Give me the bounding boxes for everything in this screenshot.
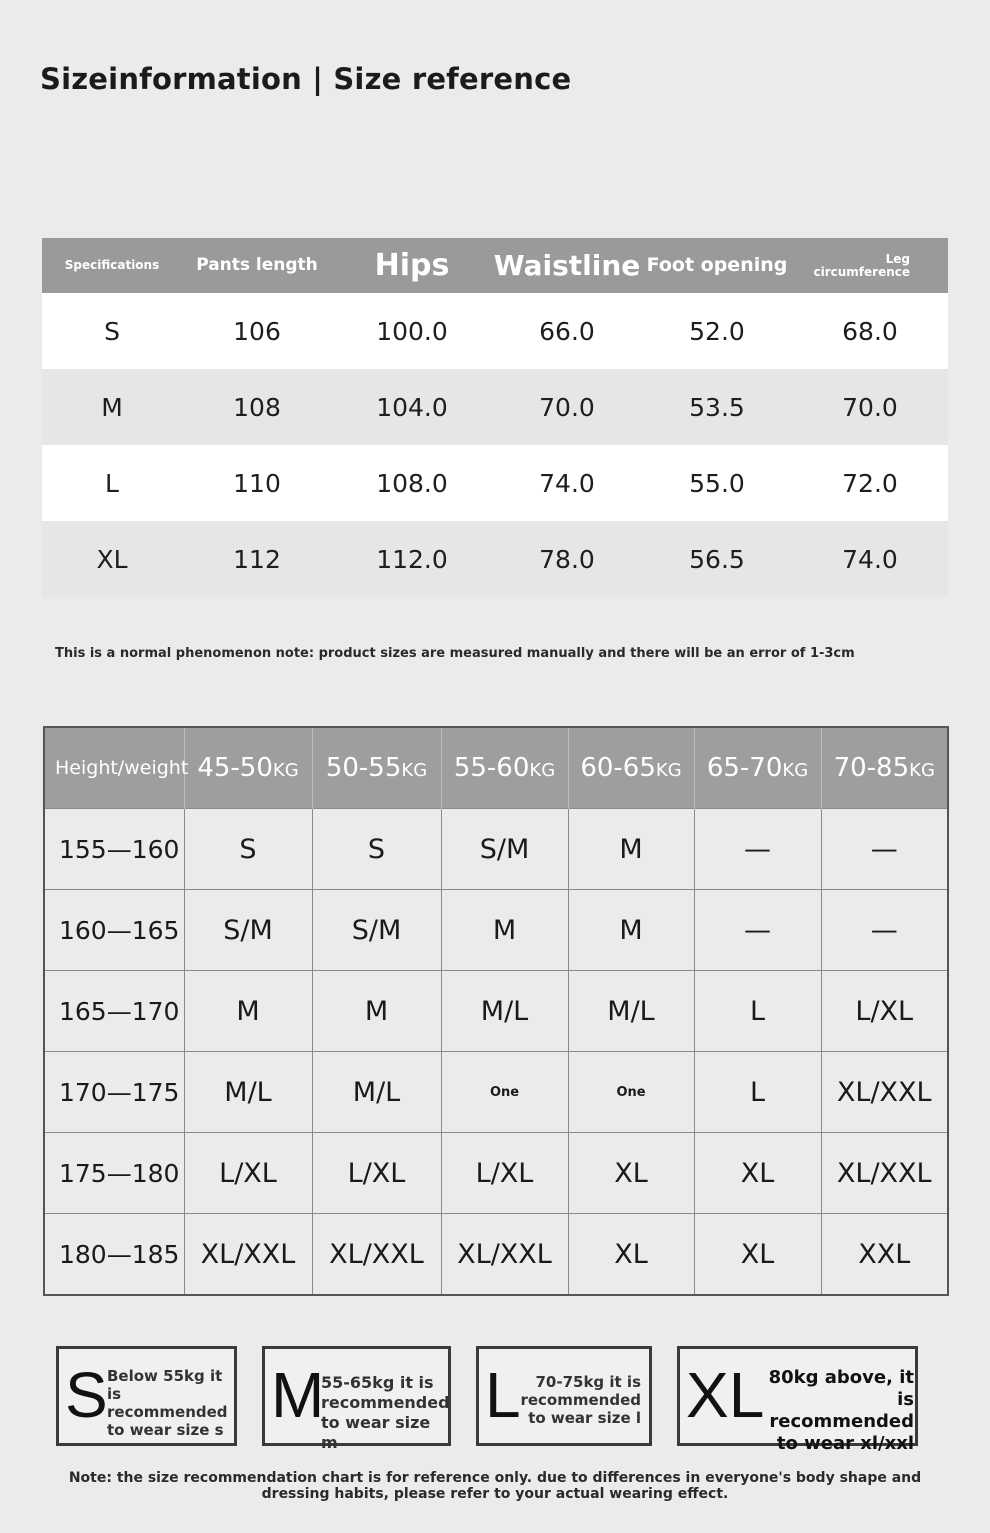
box-line: to wear size s: [107, 1421, 224, 1439]
box-line: is: [107, 1385, 122, 1403]
box-line: recommended: [769, 1411, 914, 1432]
hips-cell: 100.0: [332, 293, 492, 369]
weight-range: 45-50: [197, 753, 273, 783]
header-hips: Hips: [332, 238, 492, 293]
recommended-size-cell: S/M: [312, 890, 441, 971]
header-weight-range: [441, 727, 568, 809]
recommendation-header: [44, 727, 948, 809]
header-weight-range: [821, 727, 948, 809]
weight-range: 60-65: [580, 753, 656, 783]
size-letter: XL: [686, 1359, 765, 1431]
size-cell: L: [42, 445, 182, 521]
foot-opening-cell: 55.0: [642, 445, 792, 521]
height-range-cell: 160—165: [44, 890, 184, 971]
leg-circumference-cell: 74.0: [792, 521, 948, 597]
weight-range: 55-60: [453, 753, 530, 783]
size-box-text: [519, 1373, 641, 1427]
height-range-cell: 175—180: [44, 1133, 184, 1214]
table-row: [42, 369, 948, 445]
box-line: Below 55kg it: [107, 1367, 223, 1385]
foot-opening-cell: 56.5: [642, 521, 792, 597]
recommended-size-cell: —: [694, 809, 821, 890]
size-box-text: [746, 1367, 914, 1455]
recommended-size-cell: One: [441, 1052, 568, 1133]
box-line: to wear size m: [321, 1413, 431, 1452]
recommended-size-cell: M: [312, 971, 441, 1052]
hips-cell: 108.0: [332, 445, 492, 521]
box-line: recommended: [520, 1391, 641, 1409]
recommended-size-cell: XL/XXL: [441, 1214, 568, 1296]
waistline-cell: 78.0: [492, 521, 642, 597]
foot-opening-cell: 52.0: [642, 293, 792, 369]
table-row: [44, 1133, 948, 1214]
leg-circumference-cell: 72.0: [792, 445, 948, 521]
table-row: [44, 1214, 948, 1296]
reference-note: [40, 1470, 950, 1502]
header-height-weight: Height/weight: [44, 727, 184, 809]
recommended-size-cell: S/M: [184, 890, 312, 971]
recommended-size-cell: L/XL: [821, 971, 948, 1052]
recommended-size-cell: XL/XXL: [821, 1133, 948, 1214]
size-table-header: [42, 238, 948, 293]
recommended-size-cell: M: [184, 971, 312, 1052]
page-title: Sizeinformation | Size reference: [40, 62, 572, 96]
size-box-text: [321, 1373, 450, 1453]
recommended-size-cell: XL: [694, 1133, 821, 1214]
weight-range: 50-55: [325, 753, 402, 783]
size-box-l: [476, 1346, 652, 1446]
waistline-cell: 74.0: [492, 445, 642, 521]
weight-unit: KG: [401, 760, 428, 781]
table-row: [42, 521, 948, 597]
header-pants-length: Pants length: [182, 238, 332, 293]
weight-unit: KG: [782, 760, 809, 781]
box-line: recommended: [107, 1403, 228, 1421]
table-row: [42, 293, 948, 369]
height-range-cell: 155—160: [44, 809, 184, 890]
weight-unit: KG: [655, 760, 682, 781]
weight-unit: KG: [529, 760, 556, 781]
recommended-size-cell: L/XL: [184, 1133, 312, 1214]
recommended-size-cell: S/M: [441, 809, 568, 890]
recommended-size-cell: XL/XXL: [312, 1214, 441, 1296]
measurement-note: This is a normal phenomenon note: product sizes are measured manually and there will be an error of 1-3cm: [55, 646, 855, 661]
box-line: to wear xl/xxl: [776, 1433, 914, 1454]
recommended-size-cell: L/XL: [312, 1133, 441, 1214]
recommended-size-cell: XL: [568, 1133, 694, 1214]
recommended-size-cell: XL/XXL: [821, 1052, 948, 1133]
size-letter: S: [65, 1359, 108, 1431]
box-line: to wear size l: [528, 1409, 641, 1427]
height-range-cell: 165—170: [44, 971, 184, 1052]
leg-circumference-cell: 68.0: [792, 293, 948, 369]
table-row: [44, 890, 948, 971]
size-box-m: [262, 1346, 451, 1452]
size-cell: S: [42, 293, 182, 369]
weight-range: 65-70: [706, 753, 783, 783]
header-leg-line1: Leg: [885, 251, 910, 266]
weight-range: 70-85: [833, 753, 910, 783]
recommended-size-cell: M: [441, 890, 568, 971]
header-foot-opening: Foot opening: [642, 238, 792, 293]
size-box-text: [107, 1367, 228, 1439]
table-row: [44, 809, 948, 890]
size-box-xl: [677, 1346, 918, 1454]
recommended-size-cell: L/XL: [441, 1133, 568, 1214]
header-weight-range: [184, 727, 312, 809]
recommended-size-cell: —: [821, 809, 948, 890]
header-leg-circumference: [792, 238, 948, 293]
recommended-size-cell: One: [568, 1052, 694, 1133]
header-weight-range: [568, 727, 694, 809]
pants-length-cell: 112: [182, 521, 332, 597]
size-letter: L: [485, 1359, 521, 1431]
size-measurement-table: [42, 238, 948, 597]
hips-cell: 112.0: [332, 521, 492, 597]
leg-circumference-cell: 70.0: [792, 369, 948, 445]
table-row: [44, 971, 948, 1052]
pants-length-cell: 106: [182, 293, 332, 369]
header-weight-range: [694, 727, 821, 809]
header-waistline: Waistline: [492, 238, 642, 293]
height-range-cell: 180—185: [44, 1214, 184, 1296]
hips-cell: 104.0: [332, 369, 492, 445]
recommended-size-cell: M/L: [184, 1052, 312, 1133]
pants-length-cell: 108: [182, 369, 332, 445]
box-line: recommended: [321, 1393, 450, 1412]
foot-opening-cell: 53.5: [642, 369, 792, 445]
waistline-cell: 70.0: [492, 369, 642, 445]
size-cell: XL: [42, 521, 182, 597]
recommended-size-cell: M/L: [568, 971, 694, 1052]
table-row: [44, 1052, 948, 1133]
recommended-size-cell: XL: [568, 1214, 694, 1296]
weight-unit: KG: [272, 760, 299, 781]
recommended-size-cell: M: [568, 809, 694, 890]
recommended-size-cell: S: [312, 809, 441, 890]
header-weight-range: [312, 727, 441, 809]
box-line: 70-75kg it is: [535, 1373, 641, 1391]
size-letter: M: [271, 1359, 325, 1431]
recommended-size-cell: XL: [694, 1214, 821, 1296]
reference-note-line1: Note: the size recommendation chart is for reference only. due to differences in everyone's body shape and: [68, 1470, 922, 1486]
size-box-s: [56, 1346, 237, 1446]
box-line: 55-65kg it is: [321, 1373, 434, 1392]
recommended-size-cell: —: [694, 890, 821, 971]
recommended-size-cell: XL/XXL: [184, 1214, 312, 1296]
header-specifications: Specifications: [42, 238, 182, 293]
waistline-cell: 66.0: [492, 293, 642, 369]
recommended-size-cell: M: [568, 890, 694, 971]
table-row: [42, 445, 948, 521]
height-range-cell: 170—175: [44, 1052, 184, 1133]
header-leg-line2: circumference: [813, 264, 910, 279]
pants-length-cell: 110: [182, 445, 332, 521]
recommended-size-cell: XXL: [821, 1214, 948, 1296]
recommended-size-cell: —: [821, 890, 948, 971]
recommended-size-cell: M/L: [441, 971, 568, 1052]
box-line: 80kg above, it is: [768, 1367, 914, 1410]
recommended-size-cell: M/L: [312, 1052, 441, 1133]
recommended-size-cell: S: [184, 809, 312, 890]
recommended-size-cell: L: [694, 1052, 821, 1133]
recommended-size-cell: L: [694, 971, 821, 1052]
reference-note-line2: dressing habits, please refer to your actual wearing effect.: [261, 1486, 729, 1502]
weight-unit: KG: [909, 760, 935, 781]
size-cell: M: [42, 369, 182, 445]
size-recommendation-table: [43, 726, 949, 1296]
